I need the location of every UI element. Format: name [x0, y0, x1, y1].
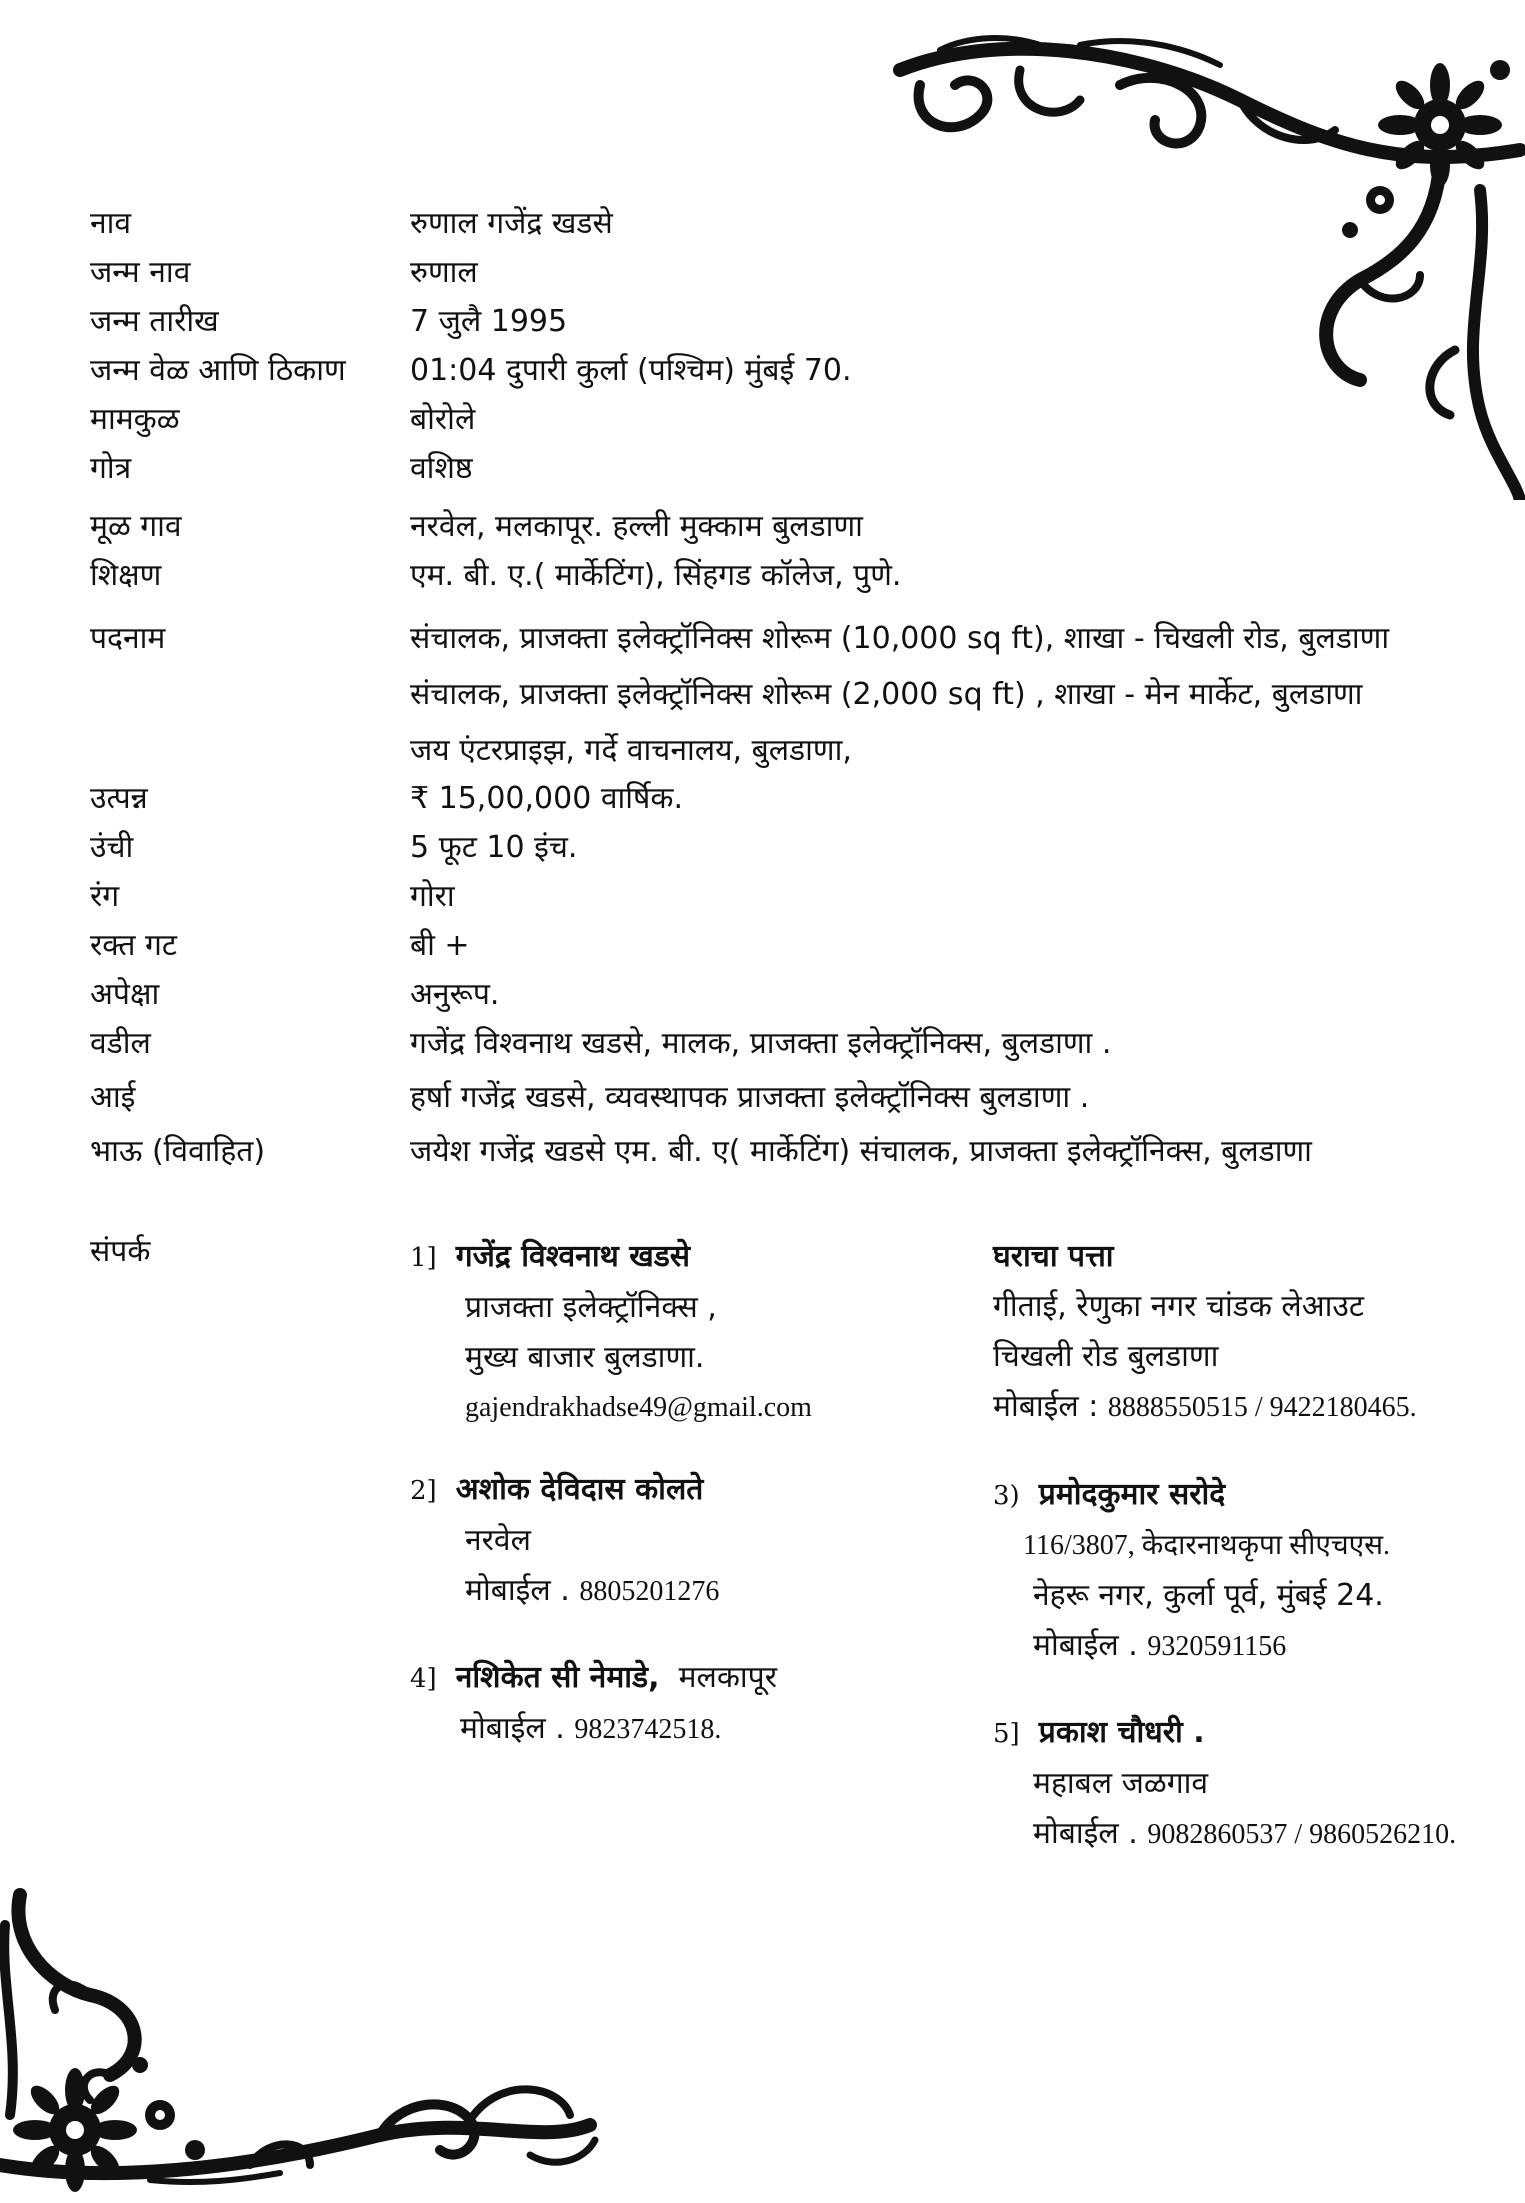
mobile-label: मोबाईल . [465, 1573, 570, 1608]
contact-address-line: महाबल जळगाव [1033, 1766, 1209, 1801]
home-address [993, 1232, 1417, 1433]
detail-label: जन्म वेळ आणि ठिकाण [90, 353, 346, 388]
detail-row-height [0, 824, 1525, 872]
contact-section-label: संपर्क [90, 1234, 151, 1269]
detail-value: 7 जुलै 1995 [410, 304, 568, 339]
home-address-line: गीताई, रेणुका नगर चांडक लेआउट [993, 1289, 1364, 1324]
detail-label: नाव [90, 206, 132, 241]
detail-value: 01:04 दुपारी कुर्ला (पश्चिम) मुंबई 70. [410, 353, 852, 388]
mobile-number: 9823742518. [574, 1714, 722, 1745]
contact-3 [993, 1470, 1390, 1672]
contact-name: गजेंद्र विश्वनाथ खडसे [455, 1239, 691, 1274]
contact-4 [410, 1653, 777, 1755]
detail-label: भाऊ (विवाहित) [90, 1134, 266, 1169]
detail-row-designation [0, 615, 1525, 785]
contact-1 [410, 1232, 812, 1433]
detail-row-mamkul [0, 396, 1525, 444]
detail-row-birth-time-place [0, 347, 1525, 395]
detail-label: वडील [90, 1026, 151, 1061]
designation-line: संचालक, प्राजक्ता इलेक्ट्रॉनिक्स शोरूम (2,000 sq ft) , शाखा - मेन मार्केट, बुलडाणा [410, 677, 1363, 712]
detail-value: रुणाल [410, 255, 478, 290]
detail-value: गजेंद्र विश्वनाथ खडसे, मालक, प्राजक्ता इलेक्ट्रॉनिक्स, बुलडाणा . [410, 1026, 1112, 1061]
mobile-label: मोबाईल . [460, 1711, 565, 1746]
detail-label: रक्त गट [90, 928, 177, 963]
contact-number: 2] [410, 1476, 437, 1506]
mobile-number: 9082860537 / 9860526210. [1147, 1819, 1457, 1850]
detail-label: रंग [90, 879, 120, 914]
detail-label: उत्पन्न [90, 781, 148, 816]
floral-ornament-bottom-left [0, 1885, 600, 2195]
detail-label: अपेक्षा [90, 977, 160, 1012]
mobile-number: 9320591156 [1147, 1631, 1287, 1662]
detail-row-expectation [0, 971, 1525, 1019]
detail-label: गोत्र [90, 451, 132, 486]
detail-label: जन्म तारीख [90, 304, 219, 339]
detail-row-income [0, 775, 1525, 823]
detail-row-education [0, 552, 1525, 600]
detail-label: आई [90, 1080, 136, 1115]
contact-email[interactable]: gajendrakhadse49@gmail.com [465, 1392, 812, 1423]
mobile-label: मोबाईल . [1033, 1816, 1138, 1851]
contact-number: 5] [993, 1719, 1020, 1749]
contact-address-line: नरवेल [465, 1523, 531, 1558]
detail-value: अनुरूप. [410, 977, 500, 1012]
home-address-line: चिखली रोड बुलडाणा [993, 1339, 1219, 1374]
detail-row-birth-date [0, 298, 1525, 346]
detail-row-birth-name [0, 249, 1525, 297]
home-address-title: घराचा पत्ता [993, 1239, 1114, 1274]
contact-address-line: प्राजक्ता इलेक्ट्रॉनिक्स , [465, 1290, 717, 1325]
detail-value: रुणाल गजेंद्र खडसे [410, 206, 613, 241]
detail-row-gotra [0, 445, 1525, 493]
detail-row-complexion [0, 873, 1525, 921]
contact-2 [410, 1465, 719, 1617]
detail-label: उंची [90, 830, 134, 865]
mobile-number: 8805201276 [579, 1576, 720, 1607]
contact-number: 1] [410, 1243, 437, 1273]
detail-value: नरवेल, मलकापूर. हल्ली मुक्काम बुलडाणा [410, 509, 863, 544]
mobile-label: मोबाईल : [993, 1389, 1099, 1424]
contact-address-line: 116/3807, केदारनाथकृपा सीएचएस. [1023, 1530, 1391, 1561]
designation-lines [410, 611, 1490, 779]
detail-label: शिक्षण [90, 558, 162, 593]
detail-row-native-place [0, 503, 1525, 551]
designation-line: जय एंटरप्राइझ, गर्दे वाचनालय, बुलडाणा, [410, 733, 852, 768]
detail-row-blood-group [0, 922, 1525, 970]
detail-value: ₹ 15,00,000 वार्षिक. [410, 781, 683, 816]
detail-row-father [0, 1020, 1525, 1068]
contact-name: प्रमोदकुमार सरोदे [1038, 1477, 1226, 1512]
contact-name: प्रकाश चौधरी . [1038, 1715, 1205, 1750]
detail-label: पदनाम [90, 621, 166, 656]
contact-address-line: मुख्य बाजार बुलडाणा. [465, 1340, 705, 1375]
detail-value: बी + [410, 928, 470, 963]
mobile-label: मोबाईल . [1033, 1628, 1138, 1663]
detail-row-name [0, 200, 1525, 248]
contact-5 [993, 1708, 1456, 1860]
detail-value: एम. बी. ए.( मार्केटिंग), सिंहगड कॉलेज, पुणे. [410, 558, 902, 593]
designation-line: संचालक, प्राजक्ता इलेक्ट्रॉनिक्स शोरूम (10,000 sq ft), शाखा - चिखली रोड, बुलडाणा [410, 621, 1390, 656]
contact-number: 3) [993, 1481, 1020, 1511]
detail-value: जयेश गजेंद्र खडसे एम. बी. ए( मार्केटिंग) संचालक, प्राजक्ता इलेक्ट्रॉनिक्स, बुलडाणा [410, 1134, 1312, 1169]
contact-address-line: नेहरू नगर, कुर्ला पूर्व, मुंबई 24. [1033, 1578, 1384, 1613]
detail-row-brother [0, 1128, 1525, 1176]
detail-value: हर्षा गजेंद्र खडसे, व्यवस्थापक प्राजक्ता इलेक्ट्रॉनिक्स बुलडाणा . [410, 1080, 1090, 1115]
detail-value: 5 फूट 10 इंच. [410, 830, 578, 865]
detail-value: बोरोले [410, 402, 476, 437]
contact-name: नशिकेत सी नेमाडे, [455, 1660, 660, 1695]
contact-place: मलकापूर [678, 1660, 777, 1695]
detail-label: जन्म नाव [90, 255, 191, 290]
detail-value: गोरा [410, 879, 455, 914]
mobile-number: 8888550515 / 9422180465. [1107, 1392, 1417, 1423]
contact-number: 4] [410, 1664, 437, 1694]
detail-label: मामकुळ [90, 402, 180, 437]
detail-label: मूळ गाव [90, 509, 182, 544]
detail-value: वशिष्ठ [410, 451, 473, 486]
contact-name: अशोक देविदास कोलते [455, 1472, 704, 1507]
detail-row-mother [0, 1074, 1525, 1122]
